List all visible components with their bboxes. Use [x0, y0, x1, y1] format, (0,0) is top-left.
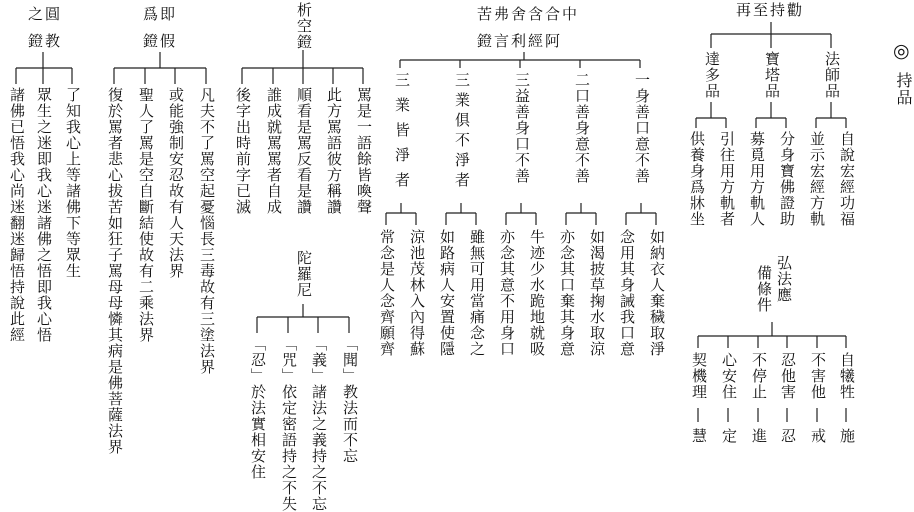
s7-item-tail: 慧 [690, 428, 708, 444]
s1-item: 諸佛已悟我心尚迷翻迷歸悟持說此經 [8, 87, 26, 343]
title-mark: ◎ [893, 40, 910, 62]
s5-branch-label: 三業皆淨者 [393, 72, 411, 197]
s4-item: 「聞」教法而不忘 [341, 336, 359, 464]
s6-item: 自說宏經功福 [838, 131, 856, 227]
s7-item-tail: 戒 [809, 428, 827, 444]
s7-head2: 備條件 [755, 265, 773, 313]
s3-item: 誰成就罵罵者自成 [265, 87, 283, 215]
s5-item: 如渴披草掬水取涼 [588, 229, 606, 357]
s1-item: 眾生之迷即我心迷諸佛之悟即我心悟 [35, 87, 53, 343]
s3-item: 後字出時前字已滅 [234, 87, 252, 215]
s3-item: 罵是一語餘皆喚聲 [355, 87, 373, 215]
s5-item: 如路病人安置使隱 [438, 229, 456, 357]
s5-branch-label: 二口善身意不善 [573, 72, 591, 184]
s7-item-tail: 定 [720, 428, 738, 444]
s2-item: 聖人了罵是空自斷結使故有二乘法界 [137, 87, 155, 343]
s2-head1: 爲即 [143, 5, 178, 23]
s5-item: 常念是人念齊願齊 [378, 229, 396, 357]
s7-item: 心安住 [720, 352, 738, 400]
s7-head: 弘法應 [775, 255, 793, 303]
s7-item: 忍他害 [779, 352, 797, 400]
s5-branch-label: 三益善身口不善 [513, 72, 531, 184]
s5-head2: 鐙言利經阿 [477, 32, 563, 50]
s5-item: 雖無可用當痛念之 [468, 229, 486, 357]
s3-item: 順看是罵反看是讚 [295, 87, 313, 215]
s5-branch-label: 一身善口意不善 [633, 72, 651, 184]
s1-head2: 鐙教 [28, 32, 63, 50]
s7-item: 契機理 [690, 352, 708, 400]
s6-branch-label: 寶塔品 [763, 51, 781, 99]
s5-branch-label: 三業俱不淨者 [453, 72, 471, 192]
s7-item-tail: 施 [838, 428, 856, 444]
s5-item: 亦念其意不用身口 [498, 229, 516, 357]
s1-head1: 之圓 [28, 5, 63, 23]
s5-item: 如納衣人棄穢取淨 [648, 229, 666, 357]
s6-item: 供養身爲牀坐 [688, 131, 706, 227]
s5-item: 牛迹少水跪地就吸 [528, 229, 546, 357]
s2-item: 復於罵者悲心拔苦如狂子罵母母憐其病是佛菩薩法界 [106, 87, 124, 455]
s5-item: 涼池茂林入內得蘇 [408, 229, 426, 357]
s6-item: 分身寶佛證助 [778, 131, 796, 227]
s6-item: 並示宏經方軌 [808, 131, 826, 227]
s4-head: 陀羅尼 [295, 250, 313, 298]
s7-item: 自犧牲 [838, 352, 856, 400]
s3-head: 析空鐙 [295, 2, 313, 50]
page-title: 持品 [894, 72, 913, 106]
s6-branch-label: 達多品 [703, 51, 721, 99]
s4-item: 「義」諸法之義持之不忘 [310, 336, 328, 512]
s6-head: 再至持勸 [736, 1, 805, 19]
s1-item: 了知我心上等諸佛下等眾生 [64, 87, 82, 279]
s6-item: 募覓用方軌人 [748, 131, 766, 227]
s3-item: 此方罵語彼方稱讚 [325, 87, 343, 215]
s4-item: 「忍」於法實相安住 [249, 336, 267, 480]
s5-item: 念用其身誡我口意 [618, 229, 636, 357]
s5-head1: 苦弗舍含合中 [477, 5, 580, 23]
s6-item: 引往用方軌者 [718, 131, 736, 227]
s5-item: 亦念其口棄其身意 [558, 229, 576, 357]
s7-item: 不害他 [809, 352, 827, 400]
s2-head2: 鐙假 [143, 32, 178, 50]
s6-branch-label: 法師品 [823, 51, 841, 99]
s7-item-tail: 忍 [779, 428, 797, 444]
s4-item: 「咒」依定密語持之不失 [280, 336, 298, 512]
s2-item: 或能強制安忍故有人天法界 [167, 87, 185, 279]
s7-item: 不停止 [750, 352, 768, 400]
s7-item-tail: 進 [750, 428, 768, 444]
s2-item: 凡夫不了罵空起憂惱長三毒故有三塗法界 [198, 87, 216, 375]
